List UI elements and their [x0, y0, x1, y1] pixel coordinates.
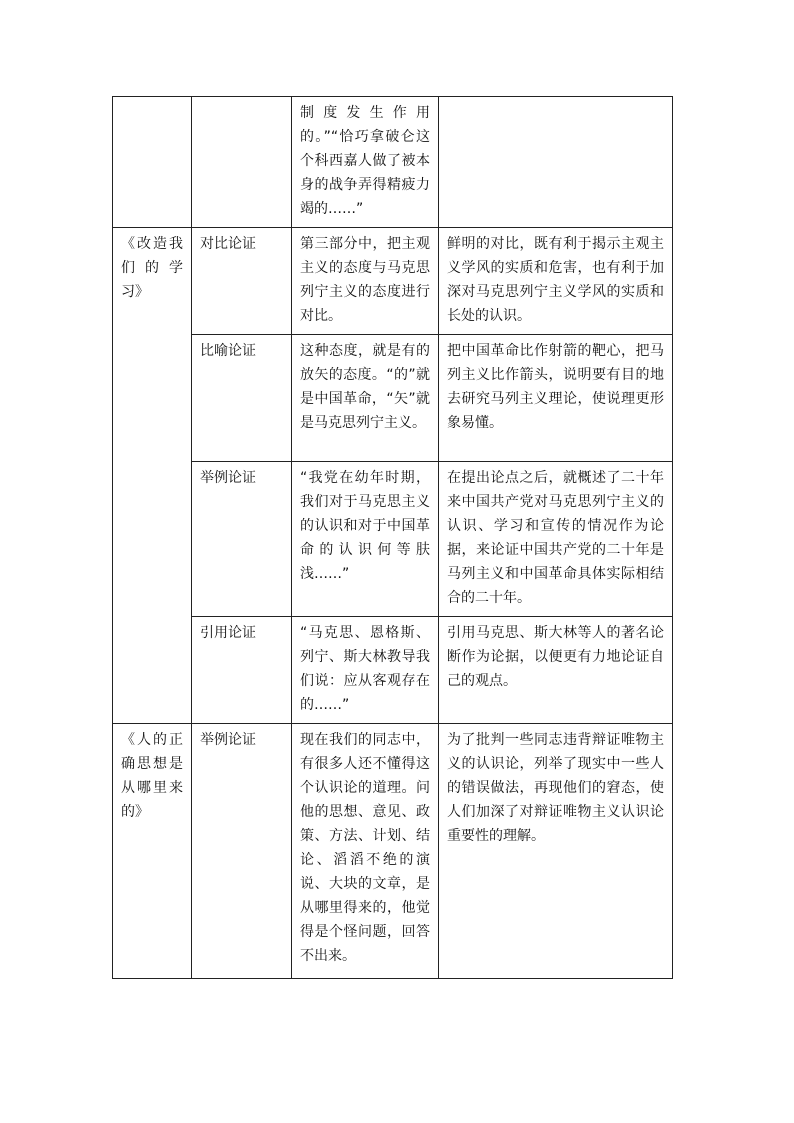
table-row — [113, 335, 673, 462]
example-cell: 制度发生作用的。”“恰巧拿破仑这个科西嘉人做了被本身的战争弄得精疲力竭的……” — [292, 97, 439, 228]
table-row — [113, 97, 673, 228]
example-cell: “我党在幼年时期，我们对于马克思主义的认识和对于中国革命的认识何等肤浅……” — [292, 462, 439, 617]
example-cell: 现在我们的同志中，有很多人还不懂得这个认识论的道理。问他的思想、意见、政策、方法、计划、结论、滔滔不绝的演说、大块的文章，是从哪里得来的，他觉得是个怪问题，回答不出来。 — [292, 724, 439, 979]
analysis-cell — [439, 97, 673, 228]
analysis-cell: 鲜明的对比，既有利于揭示主观主义学风的实质和危害，也有利于加深对马克思列宁主义学风的实质和长处的认识。 — [439, 228, 673, 335]
essay-title-cell: 《人的正确思想是从哪里来的》 — [113, 724, 192, 979]
method-cell: 比喻论证 — [192, 335, 292, 462]
example-cell: 第三部分中，把主观主义的态度与马克思列宁主义的态度进行对比。 — [292, 228, 439, 335]
table-row — [113, 617, 673, 724]
essay-title-cell — [113, 97, 192, 228]
method-cell: 引用论证 — [192, 617, 292, 724]
method-cell: 举例论证 — [192, 724, 292, 979]
table-row — [113, 462, 673, 617]
analysis-cell: 为了批判一些同志违背辩证唯物主义的认识论，列举了现实中一些人的错误做法，再现他们的窘态，使人们加深了对辩证唯物主义认识论重要性的理解。 — [439, 724, 673, 979]
table-row — [113, 228, 673, 335]
method-cell: 对比论证 — [192, 228, 292, 335]
analysis-cell: 在提出论点之后，就概述了二十年来中国共产党对马克思列宁主义的认识、学习和宣传的情况作为论据，来论证中国共产党的二十年是马列主义和中国革命具体实际相结合的二十年。 — [439, 462, 673, 617]
method-cell — [192, 97, 292, 228]
analysis-cell: 引用马克思、斯大林等人的著名论断作为论据，以便更有力地论证自己的观点。 — [439, 617, 673, 724]
essay-title-cell: 《改造我们的学习》 — [113, 228, 192, 724]
example-cell: “马克思、恩格斯、列宁、斯大林教导我们说：应从客观存在的……” — [292, 617, 439, 724]
example-cell: 这种态度，就是有的放矢的态度。“的”就是中国革命，“矢”就是马克思列宁主义。 — [292, 335, 439, 462]
argument-methods-table — [112, 96, 673, 979]
analysis-cell: 把中国革命比作射箭的靶心，把马列主义比作箭头，说明要有目的地去研究马列主义理论，使说理更形象易懂。 — [439, 335, 673, 462]
method-cell: 举例论证 — [192, 462, 292, 617]
table-row — [113, 724, 673, 979]
